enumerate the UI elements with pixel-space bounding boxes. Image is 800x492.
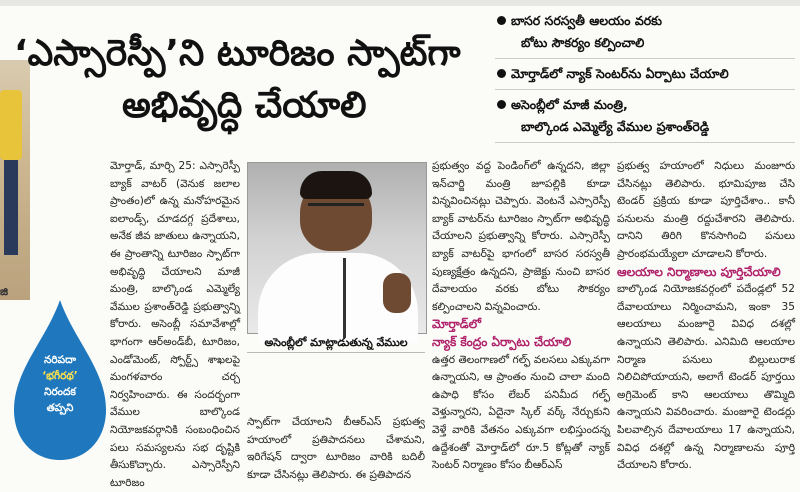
side-caption: జి	[0, 285, 9, 298]
bullet-icon	[497, 100, 506, 109]
subheading: న్యాక్ కేంద్రం ఏర్పాటు చేయాలి	[432, 334, 572, 349]
article-text: ప్రభుత్వ హయాంలో నిధులు మంజూరు చేసినట్లు తెలిపారు. భూమిపూజ చేసి టెండర్ ప్రక్రియ కూడా పూర్తిచేశాం.. కానీ పనులను మంత్రి రద్దుచేశారని తెలిపారు. దానిని తిరిగి కొనసాగించి పనులు ప్రారంభమయ్యేలా చూడాలని కోరారు.	[617, 160, 795, 260]
subheading: మోర్తాడ్‌లో	[432, 317, 482, 332]
highlight-text: బాల్కొండ ఎమ్మెల్యే వేముల ప్రశాంత్‌రెడ్డి	[521, 119, 710, 134]
headline-line-1: ‘ఎస్సారెస్పీ’ని టూరిజం స్పాట్‌గా	[14, 33, 461, 74]
drop-line-4: తప్పని	[46, 402, 74, 414]
headline	[14, 28, 484, 132]
drop-line-2: ‘భగీరథ’	[42, 370, 78, 382]
bullet-icon	[497, 16, 506, 25]
highlights-list	[495, 10, 795, 147]
drop-line-3: నిరందక	[44, 386, 76, 398]
drop-line-1: నరిపదా	[44, 354, 76, 366]
highlight-text: బాసర సరస్వతీ ఆలయం వరకు	[511, 13, 662, 28]
article-column-2: స్పాట్‌గా చేయాలని బీఆర్ఎస్ ప్రభుత్వ హయాంలో ప్రతిపాదనలు చేశామని, ఇరిగేషన్ ద్వారా టూరిజం వారికి బదిలీ కూడా చేసినట్లు తెలిపారు. ఈ ప్రతిపాదన	[247, 416, 425, 481]
article-column-4	[617, 158, 795, 472]
highlight-item	[495, 10, 795, 59]
highlight-text: మోర్తాడ్‌లో న్యాక్ సెంటర్‌ను ఏర్పాటు చేయాలి	[511, 66, 729, 81]
article-column-3	[432, 158, 610, 472]
article-text: ఉత్తర తెలంగాణలో గల్ఫ్ వలసలు ఎక్కువగా ఉన్నాయని, ఆ ప్రాంతం నుంచి చాలా మంది ఉపాధి కోసం లేబర్ పనిమీద గల్ఫ్ వెళ్తున్నారని, ఏదైనా స్కిల్ వర్క్ నేర్చుకుని వెళ్తే వారికి వేతనం ఎక్కువగా లభిస్తుందన్న ఉద్దేశంతో మోర్తాడ్‌లో రూ.5 కోట్లతో న్యాక్ సెంటర్ నిర్మాణం కోసం బీఆర్ఎస్	[432, 353, 610, 472]
article-text: బాల్కొండ నియోజకవర్గంలో పదేండ్లలో 52 దేవాలయాలు నిర్మించామని, ఇంకా 35 ఆలయాలు మంజూరై వివిధ దశల్లో ఉన్నాయని తెలిపారు. ఎనిమిది ఆలయాల నిర్మాణ పనులు బిల్లులురాక నిలిచిపోయాయని, అలాగే టెండర్ పూర్తయి అగ్రిమెంట్ కాని ఆలయాలు తొమ్మిది ఉన్నాయని వివరించారు. మంజూరై టెండర్లు పిలవాల్సిన దేవాలయాలు 17 ఉన్నాయని, వివిధ దశల్లో ఉన్న నిర్మాణాలను పూర్తి చేయాలని కోరారు.	[617, 283, 795, 472]
bullet-icon	[497, 69, 506, 78]
highlight-text: బోటు సౌకర్యం కల్పించాలి	[521, 35, 645, 50]
highlight-item	[495, 63, 795, 90]
highlight-text: అసెంబ్లీలో మాజీ మంత్రి,	[511, 97, 628, 112]
article-text: ప్రభుత్వం వద్ద పెండింగ్‌లో ఉన్నదని, జిల్లా ఇన్‌చార్జి మంత్రి జూపల్లికి కూడా విన్నవించినట్లు చెప్పారు. వెంటనే ఎస్సారెస్పీ బ్యాక్ వాటర్‌ను టూరిజం స్పాట్‌గా అభివృద్ధి చేయాలని ప్రభుత్వాన్ని కోరారు. ఎస్సారెస్పీ బ్యాక్ వాటర్‌పై భాగంలో బాసర సరస్వతీ పుణ్యక్షేత్రం ఉన్నదని, ప్రాజెక్టు నుంచి బాసర దేవాలయం వరకు బోటు సౌకర్యం కల్పించాలని విన్నవించారు.	[432, 160, 610, 313]
speaker-photo	[247, 162, 427, 334]
drop-text	[14, 352, 106, 416]
top-border	[0, 0, 800, 6]
divider	[247, 352, 425, 353]
headline-line-2: అభివృద్ధి చేయాలి	[122, 85, 367, 126]
photo-caption: అసెంబ్లీలో మాట్లాడుతున్న వేముల	[264, 336, 408, 349]
highlight-item	[495, 94, 795, 143]
subheading: ఆలయాల నిర్మాణాలు పూర్తిచేయాలి	[617, 264, 781, 279]
article-column-1: మోర్తాడ్, మార్చి 25: ఎస్సారెస్పీ బ్యాక్ వాటర్ (వెనుక జలాల ప్రాంతం)లో ఉన్న మనోహరమైన ఐలాండ్స్, చూడదగ్గ ప్రదేశాలు, అనేక జీవ జాతులు ఉన్నాయని, ఈ ప్రాంతాన్ని టూరిజం స్పాట్‌గా అభివృద్ధి చేయాలని మాజీ మంత్రి, బాల్కొండ ఎమ్మెల్యే వేముల ప్రశాంత్‌రెడ్డి ప్రభుత్వాన్ని కోరారు. అసెంబ్లీ సమావేశాల్లో భాగంగా ఆర్అండ్‌బీ, టూరిజం, ఎండోమెంట్, స్పోర్ట్స్ శాఖలపై మంగళవారం చర్చ నిర్వహించారు. ఈ సందర్భంగా వేముల బాల్కొండ నియోజకవర్గానికి సంబంధించిన పలు సమస్యలను సభ దృష్టికి తీసుకొచ్చారు. ఎస్సారెస్పీని టూరిజం	[110, 160, 240, 489]
